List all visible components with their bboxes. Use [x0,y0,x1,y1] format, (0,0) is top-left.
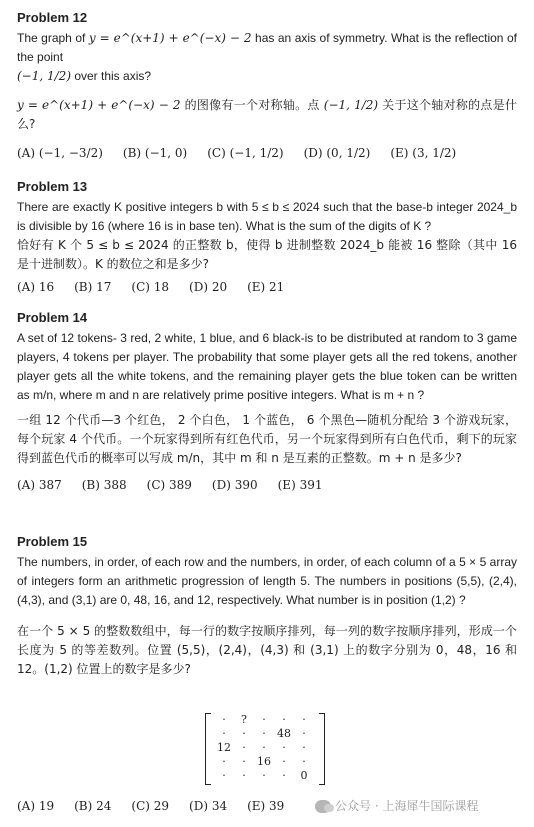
problem-13 [17,177,517,297]
choice-b: (B) (−1, 0) [122,146,188,160]
matrix-cell: · [302,713,306,726]
p12-en-text-2: has an axis of symmetry. What is the reflection of the point [17,31,517,64]
problem-13-english: There are exactly K positive integers b with 5 ≤ b ≤ 2024 such that the base-b integer 2024_b is divisible by 16 (where 16 is in base ten). What is the sum of the digits of K ? [17,200,517,233]
matrix-cell: · [242,769,246,782]
problem-12-title: Problem 12 [17,10,88,25]
problem-12-chinese [17,96,517,134]
matrix-cell: 0 [300,769,308,782]
matrix-right-bracket [319,713,325,785]
problem-12-english [17,29,517,86]
choice-c: (C) 29 [131,799,170,813]
problem-15-english: The numbers, in order, of each row and the numbers, in order, of each column of a 5 × 5 array of integers form an arithmetic progression of length 5. The numbers in positions (5,5), (2,4), (4,3), and (3,1) are 0, 48, 16, and 12, respectively. What number is in position (1,2) ? [17,555,517,607]
p12-en-text-3: over this axis? [71,69,152,83]
number-array-matrix [205,713,325,785]
choice-a: (A) 19 [17,799,55,813]
wechat-watermark [315,797,478,816]
problem-14-choices [17,476,517,495]
choice-d: (D) 20 [189,280,228,294]
matrix-cell: · [282,755,286,768]
choice-a: (A) 387 [17,478,62,492]
matrix-cell: · [262,769,266,782]
problem-14-chinese: 一组 12 个代币—3 个红色， 2 个白色， 1 个蓝色， 6 个黑色—随机分配给 3 个游戏玩家，每个玩家 4 个代币。一个玩家得到所有红色代币，另一个玩家得到所有白色代币，剩下的玩家得到蓝色代币的概率可以写成 m/n，其中 m 和 n 是互素的正整数。m + n 是多少? [17,413,517,465]
matrix-cell: · [222,769,226,782]
problem-14-english: A set of 12 tokens- 3 red, 2 white, 1 blue, and 6 black-is to be distributed at random to 3 game players, 4 tokens per player. The probability that some player gets all the red tokens, another player gets all the white tokens, and the remaining player gets the blue token can be written as m/n, where m and n are relatively prime positive integers. What is m + n ? [17,331,517,402]
problem-14 [17,308,517,495]
choice-d: (D) 390 [211,478,258,492]
matrix-cell: · [302,755,306,768]
matrix-left-bracket [205,713,211,785]
choice-d: (D) (0, 1/2) [303,146,371,160]
matrix-cell: · [242,727,246,740]
choice-b: (B) 388 [81,478,127,492]
problem-12-choices [17,144,517,163]
choice-c: (C) (−1, 1/2) [207,146,284,160]
problem-15 [17,532,517,679]
matrix-cell: · [282,741,286,754]
choice-a: (A) 16 [17,280,55,294]
matrix-cell: · [282,713,286,726]
p12-en-point: (−1, 1/2) [17,69,71,83]
matrix-cell: 48 [277,727,291,740]
matrix-cell: · [302,741,306,754]
matrix-cell: · [262,741,266,754]
matrix-cell: · [302,727,306,740]
matrix-cell: · [242,741,246,754]
choice-b: (B) 24 [74,799,112,813]
choice-c: (C) 389 [146,478,192,492]
matrix-grid [214,713,318,783]
problem-14-title: Problem 14 [17,310,88,325]
choice-d: (D) 34 [189,799,228,813]
choice-b: (B) 17 [74,280,112,294]
p12-en-equation: y = e^(x+1) + e^(−x) − 2 [88,31,252,45]
matrix-cell: ? [241,713,247,726]
problem-15-title: Problem 15 [17,534,88,549]
matrix-cell: 12 [217,741,231,754]
p12-cn-point: (−1, 1/2) [323,98,379,112]
problem-13-choices [17,278,517,297]
matrix-cell: · [222,713,226,726]
p12-en-text-1: The graph of [17,31,89,45]
wechat-icon [315,800,331,813]
problem-12 [17,8,517,163]
watermark-text: 公众号 · 上海犀牛国际课程 [335,799,479,813]
choice-e: (E) (3, 1/2) [390,146,457,160]
matrix-cell: · [222,727,226,740]
matrix-cell: · [242,755,246,768]
matrix-cell: · [222,755,226,768]
choice-c: (C) 18 [131,280,170,294]
matrix-cell: · [262,713,266,726]
problem-15-chinese: 在一个 5 × 5 的整数数组中，每一行的数字按顺序排列，每一列的数字按顺序排列，形成一个长度为 5 的等差数列。位置 (5,5)，(2,4)，(4,3) 和 (3,1) 上的数字分别为 0，48，16 和 12。(1,2) 位置上的数字是多少? [17,624,517,676]
p12-cn-equation: y = e^(x+1) + e^(−x) − 2 [17,98,181,112]
matrix-cell: · [262,727,266,740]
choice-e: (E) 21 [247,280,285,294]
matrix-cell: 16 [257,755,271,768]
matrix-cell: · [282,769,286,782]
problem-13-chinese: 恰好有 K 个 5 ≤ b ≤ 2024 的正整数 b，使得 b 进制整数 2024_b 能被 16 整除（其中 16 是十进制数）。K 的数位之和是多少? [17,238,517,271]
choice-e: (E) 391 [277,478,323,492]
choice-e: (E) 39 [247,799,285,813]
p12-cn-text-2: 关于这个轴对称的点是什么? [17,98,517,131]
choice-a: (A) (−1, −3/2) [17,146,103,160]
p12-cn-text-1: 的图像有一个对称轴。点 [180,98,324,112]
problem-13-title: Problem 13 [17,179,88,194]
